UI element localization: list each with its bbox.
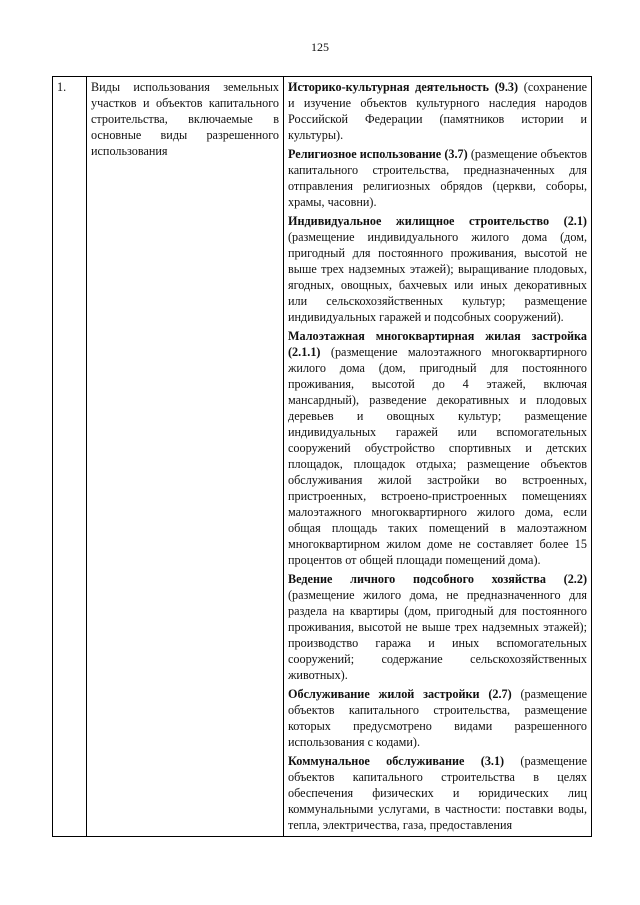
permitted-use-description: (сохранение и изучение объектов культурного наследия народов Российской Федерации (памятников истории и культуры). — [288, 80, 588, 142]
permitted-uses-cell — [284, 77, 592, 837]
permitted-use-code: (9.3) — [494, 80, 519, 94]
permitted-use-code: (3.7) — [444, 147, 468, 161]
permitted-use-title: Индивидуальное жилищное строительство — [288, 214, 550, 228]
permitted-use-title: Историко-культурная деятельность — [288, 80, 489, 94]
permitted-use-description: (размещение объектов капитального строительства, предназначенных для отправления религиозных обрядов (церкви, соборы, храмы, часовни). — [288, 147, 588, 209]
permitted-use-description: (размещение индивидуального жилого дома (дом, пригодный для постоянного проживания, высотой не выше трех надземных этажей); выращивание плодовых, ягодных, овощных, бахчевых или иных декоративных или сельскохозяйственных культур; размещение индивидуальных гаражей и подсобных сооружений). — [288, 230, 587, 324]
zoning-table — [52, 76, 592, 837]
permitted-use-entry — [288, 571, 587, 683]
permitted-use-title: Обслуживание жилой застройки — [288, 687, 480, 701]
permitted-use-entry — [288, 213, 587, 325]
permitted-use-title: Малоэтажная многоквартирная жилая застройка — [288, 329, 587, 343]
permitted-use-entry — [288, 686, 587, 750]
permitted-use-code: (3.1) — [480, 754, 505, 768]
row-description: Виды использования земельных участков и объектов капитального строительства, включаемые в основные виды разрешенного использования — [87, 77, 284, 837]
row-number: 1. — [53, 77, 87, 837]
permitted-use-description: (размещение жилого дома, не предназначенного для раздела на квартиры (дом, пригодный для постоянного проживания, высотой не выше трех надземных этажей); производство гаража и иных вспомогательных сооружений; содержание сельскохозяйственных животных). — [288, 588, 587, 682]
permitted-use-title: Коммунальное обслуживание — [288, 754, 465, 768]
permitted-use-description: (размещение объектов капитального строительства, размещение которых предусмотрено видами разрешенного использования с кодами). — [288, 687, 588, 749]
permitted-use-entry — [288, 328, 587, 568]
permitted-use-code: (2.1) — [563, 214, 587, 228]
permitted-use-title: Ведение личного подсобного хозяйства — [288, 572, 546, 586]
table-row — [53, 77, 592, 837]
page-number: 125 — [311, 40, 329, 54]
permitted-use-title: Религиозное использование — [288, 147, 442, 161]
permitted-use-entry — [288, 146, 587, 210]
permitted-use-code: (2.2) — [563, 572, 588, 586]
permitted-use-description: (размещение малоэтажного многоквартирного жилого дома (дом, пригодный для постоянного проживания, высотой до 4 этажей, включая мансардный), разведение декоративных и плодовых деревьев и овощных культур; размещение индивидуальных гаражей или вспомогательных сооружений обустройство спортивных и детских площадок, площадок отдыха; размещение объектов обслуживания жилой застройки во встроенных, пристроенных, встроено-пристроенных помещениях малоэтажного многоквартирного жилого дома, если общая площадь таких помещений в малоэтажном многоквартирном жилом доме не составляет более 15 процентов от общей площади помещений дома). — [288, 345, 588, 567]
permitted-use-description: (размещение объектов капитального строительства в целях обеспечения физических и юридических лиц коммунальными услугами, в частности: поставки воды, тепла, электричества, газа, предоставления — [288, 754, 587, 832]
permitted-uses-list — [288, 79, 587, 833]
permitted-use-code: (2.7) — [488, 687, 512, 701]
permitted-use-entry — [288, 79, 587, 143]
permitted-use-code: (2.1.1) — [288, 345, 321, 359]
permitted-use-entry — [288, 753, 587, 833]
